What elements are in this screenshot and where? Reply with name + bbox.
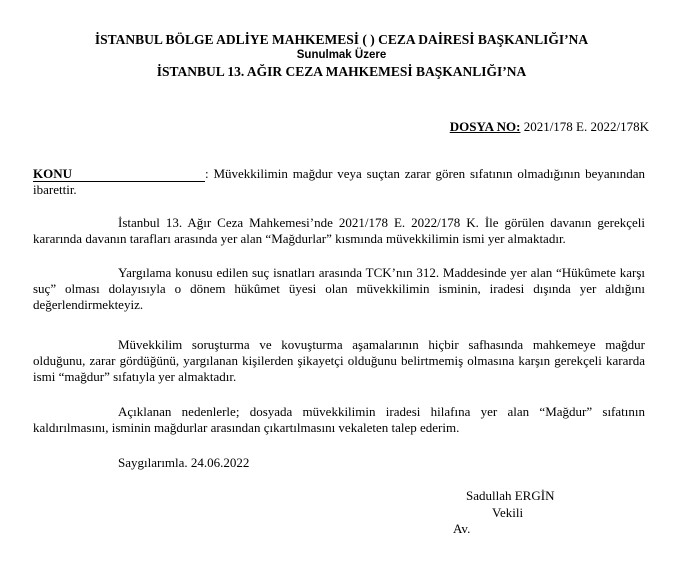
subject-label: KONU: [33, 167, 205, 182]
signature-av: Av.: [453, 521, 471, 536]
court-header-line2: Sunulmak Üzere: [296, 49, 387, 61]
body-paragraph-4: Açıklanan nedenlerle; dosyada müvekkilimin iradesi hilafına yer alan “Mağdur” sıfatının kaldırılmasını, isminin mağdurlar arasından çıkartılmasını vekaleten talep ederim.: [33, 404, 645, 435]
subject-text: : Müvekkilimin mağdur veya suçtan zarar gören sıfatının olmadığının beyanından ibarettir.: [33, 166, 645, 197]
body-paragraph-1: İstanbul 13. Ağır Ceza Mahkemesi’nde 2021/178 E. 2022/178 K. İle görülen davanın gerekçeli kararında davanın tarafları arasında yer alan “Mağdurlar” kısmında müvekkilimin ismi yer almaktadır.: [33, 215, 645, 246]
signature-title: Vekili: [492, 505, 524, 520]
file-number-value: 2021/178 E. 2022/178K: [520, 119, 649, 134]
court-header-line3: İSTANBUL 13. AĞIR CEZA MAHKEMESİ BAŞKANLIĞI’NA: [156, 64, 527, 79]
closing-date: Saygılarımla. 24.06.2022: [118, 455, 250, 470]
body-paragraph-3: Müvekkilim soruşturma ve kovuşturma aşamalarının hiçbir safhasında mahkemeye mağdur olduğunu, zarar gördüğünü, yargılanan kişilerden şikayetçi olduğunu belirtmemiş olmasına karşın gerekçeli kararda ismi “mağdur” sıfatıyla yer almaktadır.: [33, 337, 645, 384]
file-number-label: DOSYA NO:: [449, 119, 521, 134]
body-paragraph-2: Yargılama konusu edilen suç isnatları arasında TCK’nın 312. Maddesinde yer alan “Hükûmete karşı suç” olması dolayısıyla o dönem hükûmet üyesi olan müvekkilimin isminin, iradesi dışında yer aldığını değerlendirmekteyiz.: [33, 265, 645, 312]
court-header-line1: İSTANBUL BÖLGE ADLİYE MAHKEMESİ ( ) CEZA DAİRESİ BAŞKANLIĞI’NA: [94, 32, 589, 47]
signature-name: Sadullah ERGİN: [466, 488, 555, 503]
subject-paragraph: [33, 166, 645, 198]
file-number: [450, 119, 649, 135]
